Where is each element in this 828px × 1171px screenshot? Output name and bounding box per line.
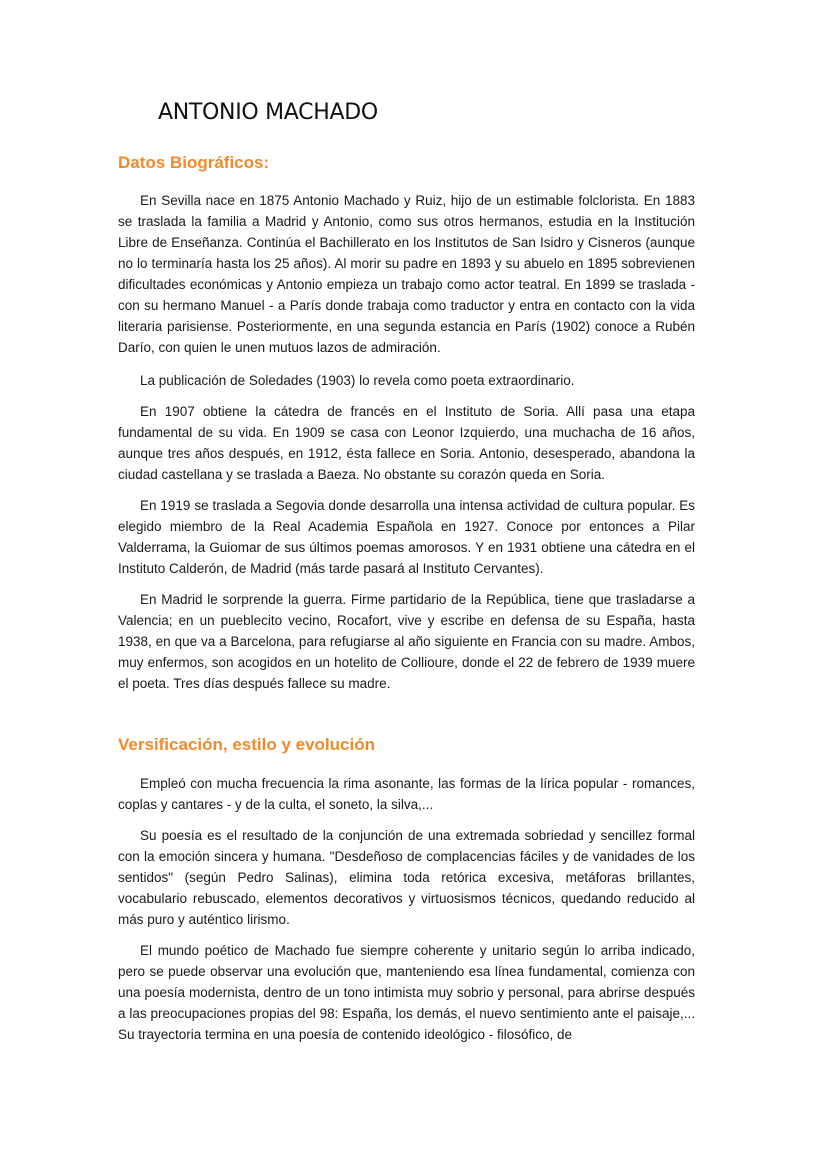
biography-paragraph: La publicación de Soledades (1903) lo revela como poeta extraordinario. <box>140 373 575 388</box>
versification-paragraph: El mundo poético de Machado fue siempre coherente y unitario según lo arriba indicado, pero se puede observar una evolución que, manteniendo esa línea fundamental, comienza con una poesía modernista, dentro de un tono intimista muy sobrio y personal, para abrirse después a las preocupaciones propias del 98: España, los demás, el nuevo sentimiento ante el paisaje,... Su trayectoria termina en una poesía de contenido ideológico - filosófico, de <box>118 943 695 1042</box>
document-title: ANTONIO MACHADO <box>158 100 378 125</box>
biography-paragraph: En 1907 obtiene la cátedra de francés en el Instituto de Soria. Allí pasa una etapa fundamental de su vida. En 1909 se casa con Leonor Izquierdo, una muchacha de 16 años, aunque tres años después, en 1912, ésta fallece en Soria. Antonio, desesperado, abandona la ciudad castellana y se traslada a Baeza. No obstante su corazón queda en Soria. <box>118 404 695 482</box>
biography-paragraph: En Sevilla nace en 1875 Antonio Machado y Ruiz, hijo de un estimable folclorista. En 1883 se traslada la familia a Madrid y Antonio, como sus otros hermanos, estudia en la Institución Libre de Enseñanza. Continúa el Bachillerato en los Institutos de San Isidro y Cisneros (aunque no lo terminaría hasta los 25 años). Al morir su padre en 1893 y su abuelo en 1895 sobrevienen dificultades económicas y Antonio empieza un trabajo como actor teatral. En 1899 se traslada - con su hermano Manuel - a París donde trabaja como traductor y entra en contacto con la vida literaria parisiense. Posteriormente, en una segunda estancia en París (1902) conoce a Rubén Darío, con quien le unen mutuos lazos de admiración. <box>118 193 695 355</box>
versification-paragraph: Empleó con mucha frecuencia la rima asonante, las formas de la lírica popular - romances, coplas y cantares - y de la culta, el soneto, la silva,... <box>118 776 695 812</box>
biography-paragraph: En 1919 se traslada a Segovia donde desarrolla una intensa actividad de cultura popular. Es elegido miembro de la Real Academia Española en 1927. Conoce por entonces a Pilar Valderrama, la Guiomar de sus últimos poemas amorosos. Y en 1931 obtiene una cátedra en el Instituto Calderón, de Madrid (más tarde pasará al Instituto Cervantes). <box>118 498 695 576</box>
versification-paragraph: Su poesía es el resultado de la conjunción de una extremada sobriedad y sencillez formal con la emoción sincera y humana. "Desdeñoso de complacencias fáciles y de vanidades de los sentidos" (según Pedro Salinas), elimina toda retórica excesiva, metáforas brillantes, vocabulario rebuscado, elementos decorativos y virtuosismos técnicos, quedando reducido al más puro y auténtico lirismo. <box>118 828 695 927</box>
biography-paragraph: En Madrid le sorprende la guerra. Firme partidario de la República, tiene que trasladarse a Valencia; en un pueblecito vecino, Rocafort, vive y escribe en defensa de su España, hasta 1938, en que va a Barcelona, para refugiarse al año siguiente en Francia con su madre. Ambos, muy enfermos, son acogidos en un hotelito de Collioure, donde el 22 de febrero de 1939 muere el poeta. Tres días después fallece su madre. <box>118 592 695 691</box>
section-heading-versification: Versificación, estilo y evolución <box>118 735 375 754</box>
section-heading-biography: Datos Biográficos: <box>118 153 270 172</box>
